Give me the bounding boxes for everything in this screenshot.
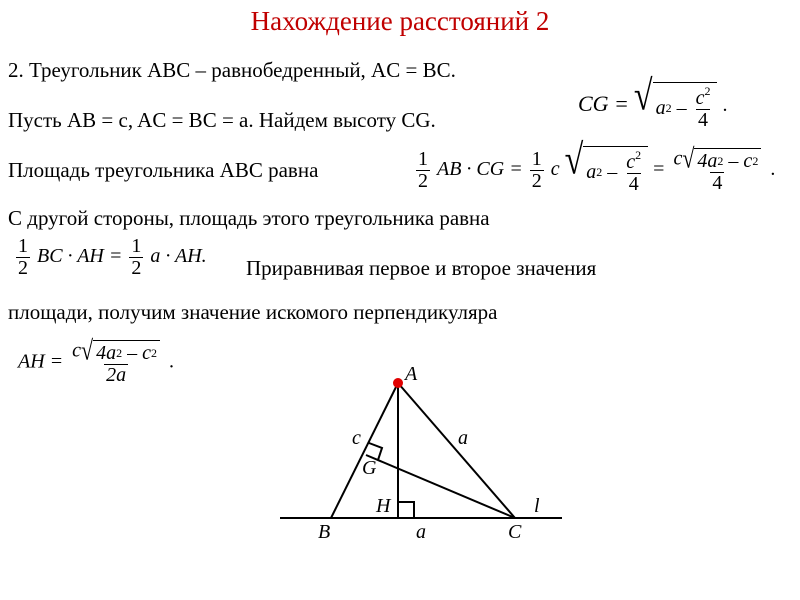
text-line-2: Пусть AB = c, AC = BC = a. Найдем высоту CG. — [8, 108, 436, 132]
den-four: 4 — [698, 109, 709, 131]
var-a: a — [655, 96, 666, 119]
formula-area-2 — [14, 236, 207, 279]
formula-ah: AH = c √ 4a 2 – c 2 2a . — [18, 334, 175, 386]
sqrt-cg: √ a 2 – $\frac{c^2}{4}$ — [634, 82, 718, 131]
var-c: c — [695, 87, 705, 109]
label-side-c: c — [352, 427, 361, 449]
label-a: A — [405, 363, 418, 385]
right-angle-h — [398, 502, 414, 518]
frac-half: $\frac{1}{2}$ — [18, 235, 28, 279]
text-line-6: площади, получим значение искомого перпендикуляра — [8, 300, 498, 324]
side-ac — [398, 383, 515, 518]
var-c: c — [550, 158, 560, 181]
ah-lhs: AH = — [18, 350, 64, 373]
ab-cg: AB · CG = — [437, 158, 523, 181]
label-l: l — [534, 495, 540, 517]
text-line-1: 2. Треугольник ABC – равнобедренный, AC = BC. — [8, 58, 456, 82]
bc-ah: BC · AH = — [37, 245, 123, 268]
formula-cg-lhs: CG = — [578, 91, 629, 117]
exp: 2 — [704, 84, 711, 98]
formula-cg — [578, 73, 728, 131]
a-ah: a · AH. — [150, 245, 207, 268]
label-c: C — [508, 521, 522, 543]
label-base-a: a — [416, 521, 426, 543]
frac-result: c √ 4a 2 – c 2 4 — [671, 148, 763, 194]
slide-title: Нахождение расстояний 2 — [250, 6, 550, 36]
frac-half: $\frac{1}{2}$ — [131, 235, 142, 279]
frac-half: $\frac{1}{2}$ — [531, 148, 542, 192]
frac-half: $\frac{1}{2}$ — [418, 148, 428, 192]
frac-c2-4 — [694, 85, 713, 131]
formula-area-1: $\frac{1}{2}$ AB · CG = $\frac{1}{2}$ c √ a 2 – $\frac{c^2}{4}$ = c √ 4a 2 – c 2 4 . — [418, 137, 776, 195]
equals: = — [653, 158, 665, 181]
text-line-5: Приравнивая первое и второе значения — [246, 256, 597, 280]
exp: 2 — [665, 100, 672, 115]
label-g: G — [362, 457, 377, 479]
period: . — [722, 94, 728, 117]
text-line-3: Площадь треугольника ABC равна — [8, 158, 319, 182]
sqrt-area: √ a 2 – $\frac{c^2}{4}$ — [565, 146, 649, 195]
label-b: B — [318, 521, 331, 543]
vertex-a-dot — [393, 378, 403, 388]
minus-sign: – — [676, 96, 687, 119]
frac-ah: c √ 4a 2 – c 2 2a — [70, 340, 162, 386]
triangle-diagram — [270, 355, 570, 555]
text-line-4: С другой стороны, площадь этого треугольника равна — [8, 206, 490, 230]
label-side-a: a — [458, 427, 468, 449]
label-h: H — [376, 495, 391, 517]
